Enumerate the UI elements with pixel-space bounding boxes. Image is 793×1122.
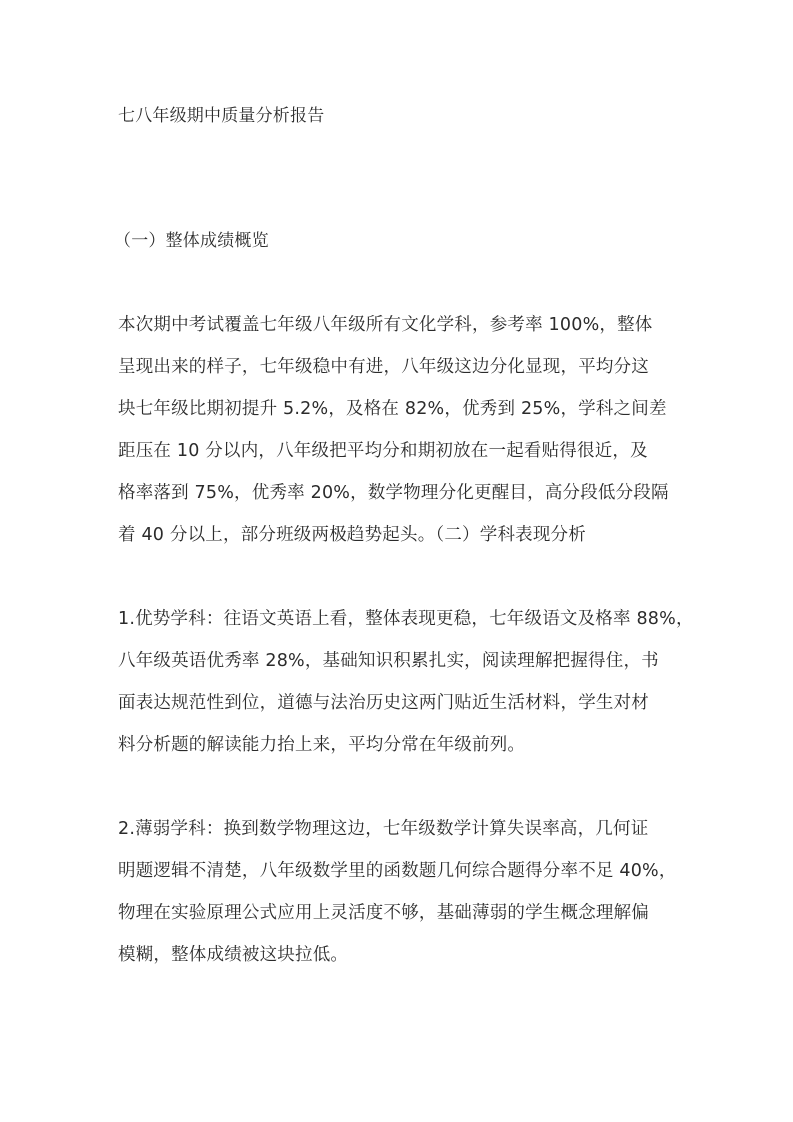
- paragraph-line: 模糊，整体成绩被这块拉低。: [118, 945, 349, 965]
- paragraph-line: 面表达规范性到位，道德与法治历史这两门贴近生活材料，学生对材: [118, 693, 649, 713]
- paragraph-line: 物理在实验原理公式应用上灵活度不够，基础薄弱的学生概念理解偏: [118, 903, 649, 923]
- section-heading-overview: （一）整体成绩概览: [114, 231, 269, 251]
- paragraph-line: 八年级英语优秀率 28%，基础知识积累扎实，阅读理解把握得住，书: [118, 651, 659, 671]
- paragraph-line: 1.优势学科：往语文英语上看，整体表现更稳，七年级语文及格率 88%，: [118, 609, 694, 629]
- paragraph-line: 明题逻辑不清楚，八年级数学里的函数题几何综合题得分率不足 40%，: [118, 861, 677, 881]
- paragraph-line: 2.薄弱学科：换到数学物理这边，七年级数学计算失误率高，几何证: [118, 819, 649, 839]
- paragraph-line: 着 40 分以上，部分班级两极趋势起头。（二）学科表现分析: [118, 525, 586, 545]
- paragraph-line: 距压在 10 分以内，八年级把平均分和期初放在一起看贴得很近，及: [118, 441, 648, 461]
- paragraph-line: 块七年级比期初提升 5.2%，及格在 82%，优秀到 25%，学科之间差: [118, 399, 667, 419]
- paragraph-line: 格率落到 75%，优秀率 20%，数学物理分化更醒目，高分段低分段隔: [118, 483, 669, 503]
- paragraph-line: 料分析题的解读能力抬上来，平均分常在年级前列。: [118, 735, 526, 755]
- document-title: 七八年级期中质量分析报告: [118, 106, 325, 126]
- paragraph-line: 呈现出来的样子，七年级稳中有进，八年级这边分化显现，平均分这: [118, 357, 649, 377]
- paragraph-line: 本次期中考试覆盖七年级八年级所有文化学科，参考率 100%，整体: [118, 315, 653, 335]
